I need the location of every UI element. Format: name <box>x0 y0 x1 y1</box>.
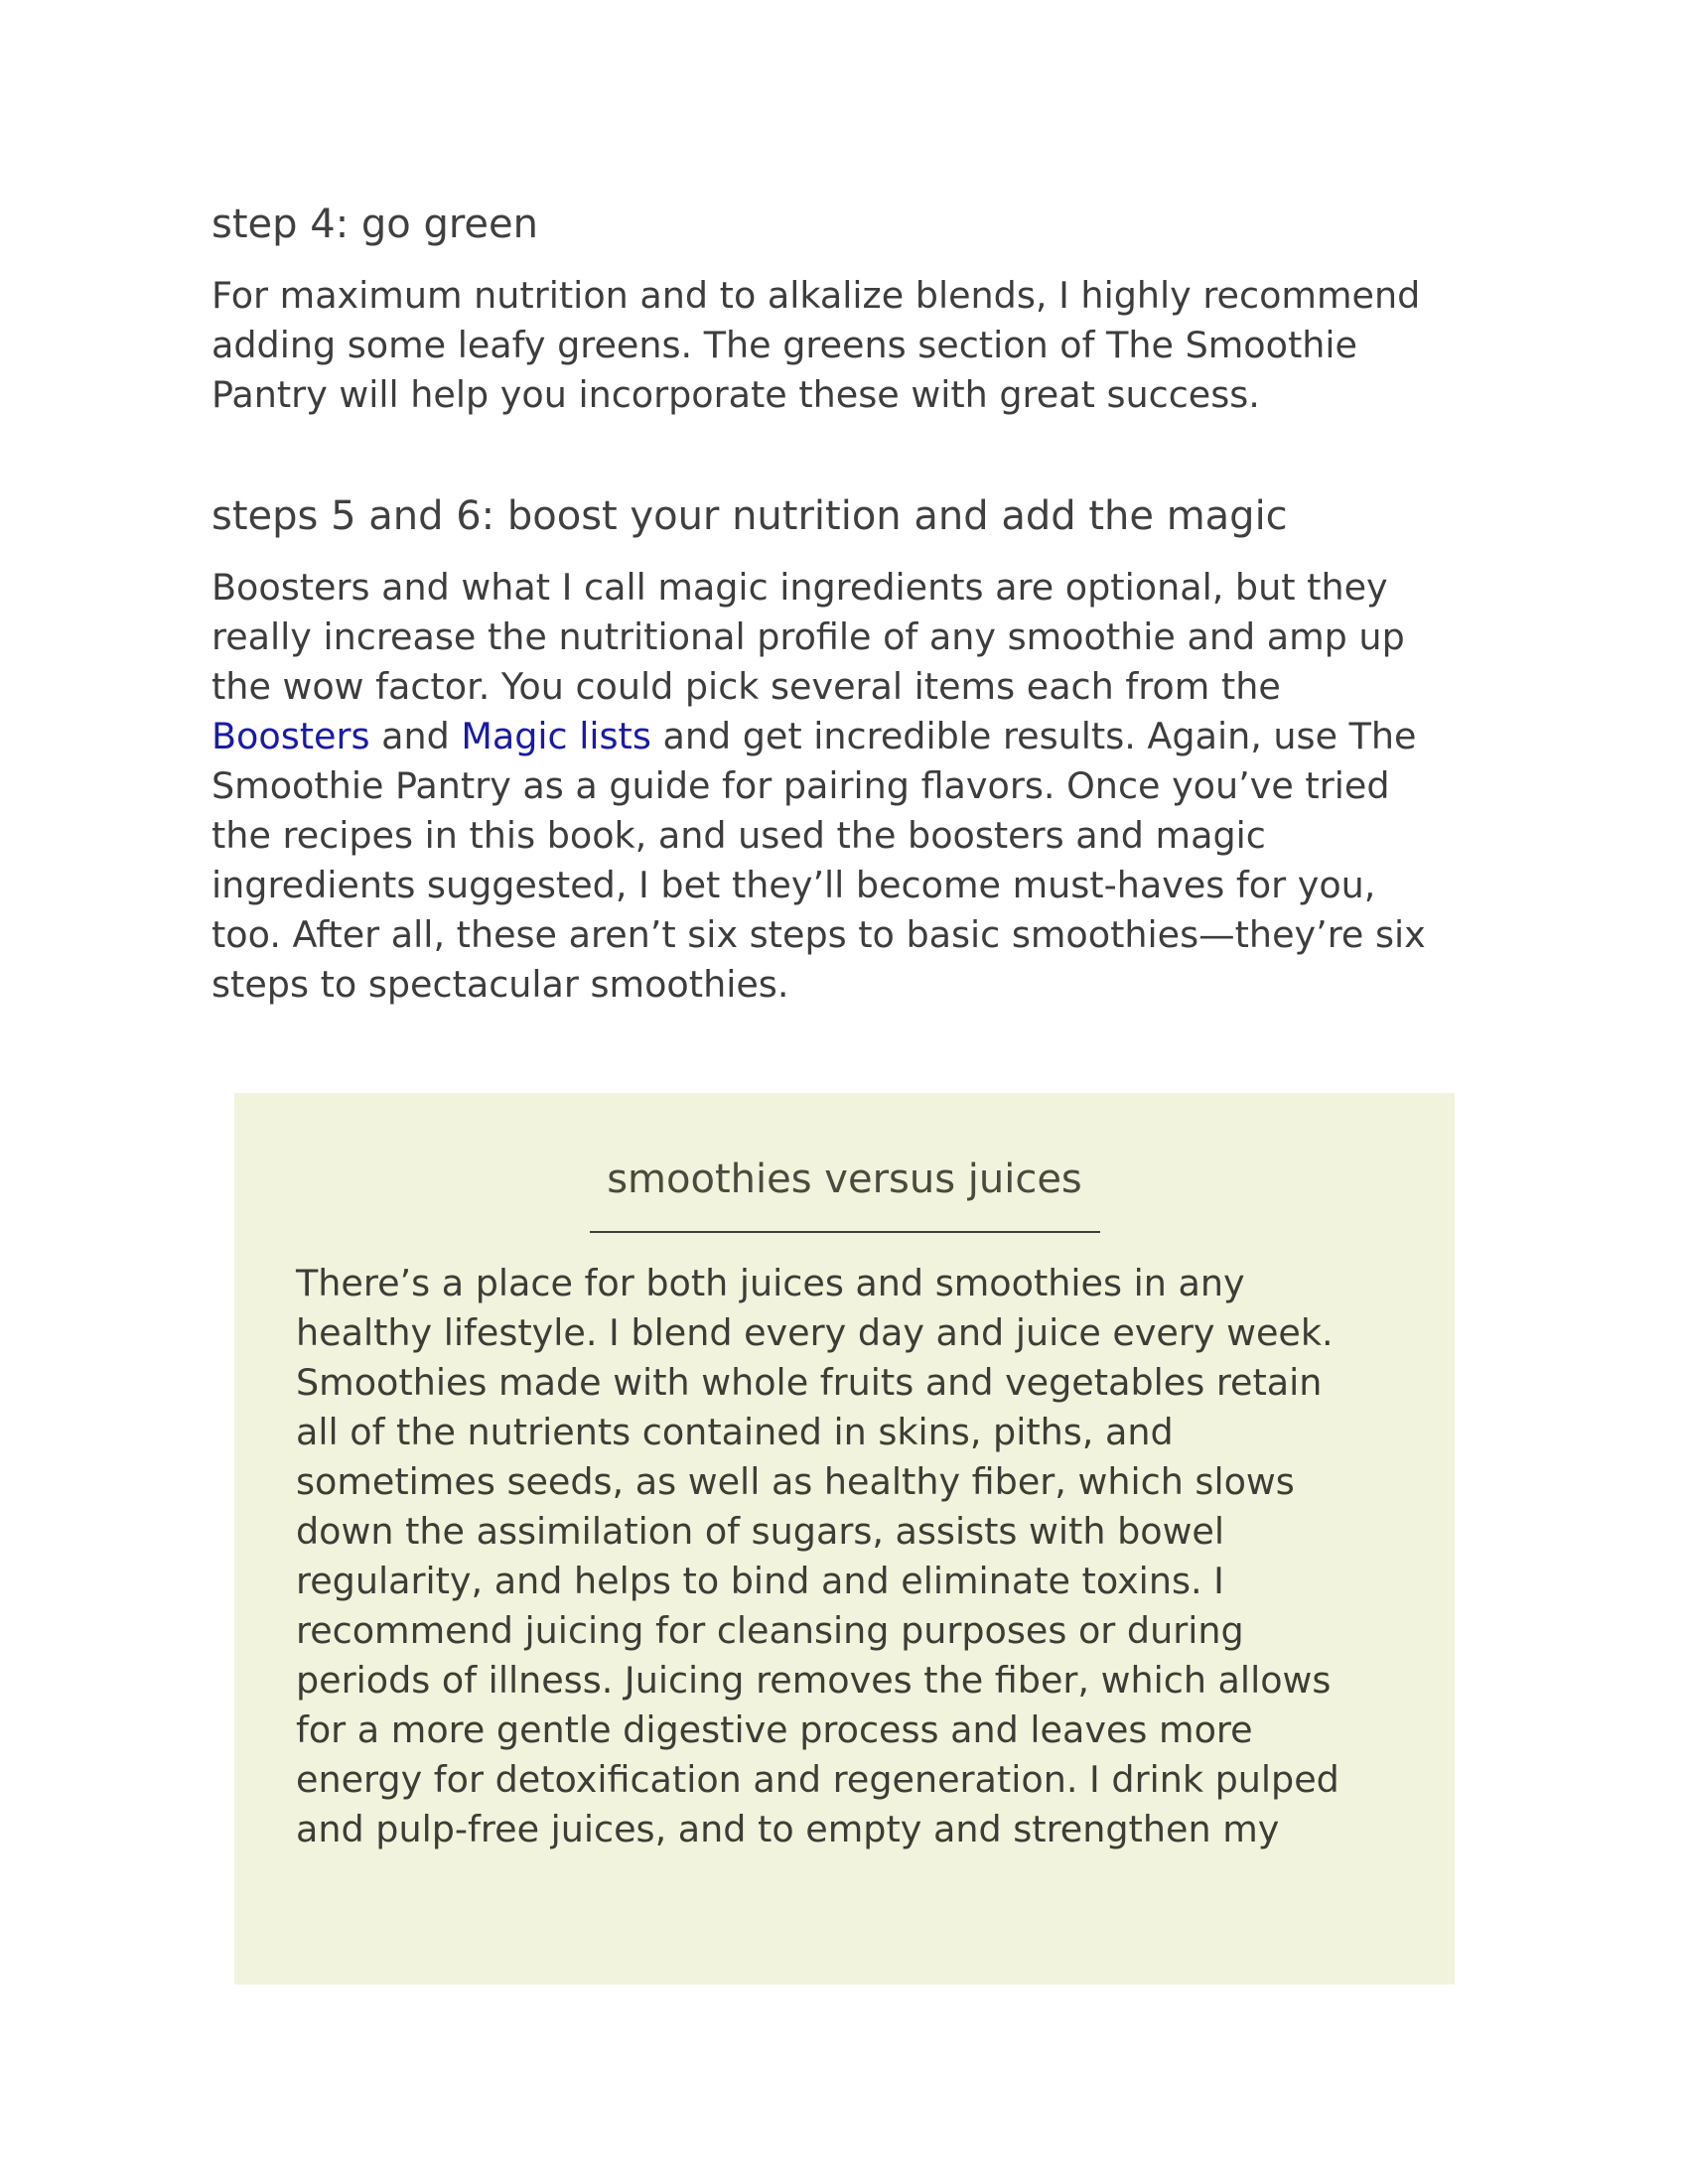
step4-line: adding some leafy greens. The greens section of The Smoothie <box>211 324 1358 366</box>
step4-line: For maximum nutrition and to alkalize blends, I highly recommend <box>211 274 1421 317</box>
steps56-line-with-links <box>211 712 1502 761</box>
steps56-line: Boosters and what I call magic ingredients are optional, but they <box>211 566 1388 609</box>
sidebar-box <box>234 1093 1455 1984</box>
sidebar-paragraph <box>296 1259 1438 1854</box>
steps56-heading: steps 5 and 6: boost your nutrition and add the magic <box>211 493 1288 539</box>
sidebar-line: healthy lifestyle. I blend every day and juice every week. <box>296 1311 1334 1354</box>
sidebar-line: for a more gentle digestive process and leaves more <box>296 1708 1253 1751</box>
magic-lists-link[interactable]: Magic lists <box>461 715 651 757</box>
steps56-line: steps to spectacular smoothies. <box>211 963 789 1006</box>
step4-paragraph <box>211 271 1502 420</box>
line-text: and get incredible results. Again, use The <box>650 715 1417 757</box>
sidebar-line: Smoothies made with whole fruits and vegetables retain <box>296 1361 1323 1404</box>
sidebar-line: sometimes seeds, as well as healthy fiber, which slows <box>296 1460 1295 1503</box>
steps56-line: the recipes in this book, and used the boosters and magic <box>211 814 1266 857</box>
sidebar-line: energy for detoxification and regeneration. I drink pulped <box>296 1758 1339 1801</box>
steps56-line: really increase the nutritional profile of any smoothie and amp up <box>211 615 1405 658</box>
sidebar-line: recommend juicing for cleansing purposes or during <box>296 1609 1244 1652</box>
sidebar-line: all of the nutrients contained in skins, piths, and <box>296 1411 1174 1453</box>
steps56-line: ingredients suggested, I bet they’ll become must-haves for you, <box>211 864 1376 906</box>
steps56-line: the wow factor. You could pick several items each from the <box>211 665 1281 708</box>
line-text: and <box>369 715 462 757</box>
sidebar-title: smoothies versus juices <box>607 1157 1082 1202</box>
boosters-link[interactable]: Boosters <box>211 715 370 757</box>
sidebar-line: and pulp-free juices, and to empty and strengthen my <box>296 1808 1280 1850</box>
sidebar-line: regularity, and helps to bind and eliminate toxins. I <box>296 1560 1224 1602</box>
step4-line: Pantry will help you incorporate these with great success. <box>211 373 1260 416</box>
sidebar-line: periods of illness. Juicing removes the fiber, which allows <box>296 1659 1332 1702</box>
sidebar-title-rule <box>590 1231 1100 1233</box>
sidebar-line: down the assimilation of sugars, assists with bowel <box>296 1510 1225 1553</box>
steps56-paragraph <box>211 563 1502 1010</box>
steps56-line: Smoothie Pantry as a guide for pairing flavors. Once you’ve tried <box>211 764 1390 807</box>
sidebar-line: There’s a place for both juices and smoothies in any <box>296 1262 1245 1304</box>
step4-heading: step 4: go green <box>211 202 538 247</box>
steps56-line: too. After all, these aren’t six steps to basic smoothies—they’re six <box>211 913 1426 956</box>
